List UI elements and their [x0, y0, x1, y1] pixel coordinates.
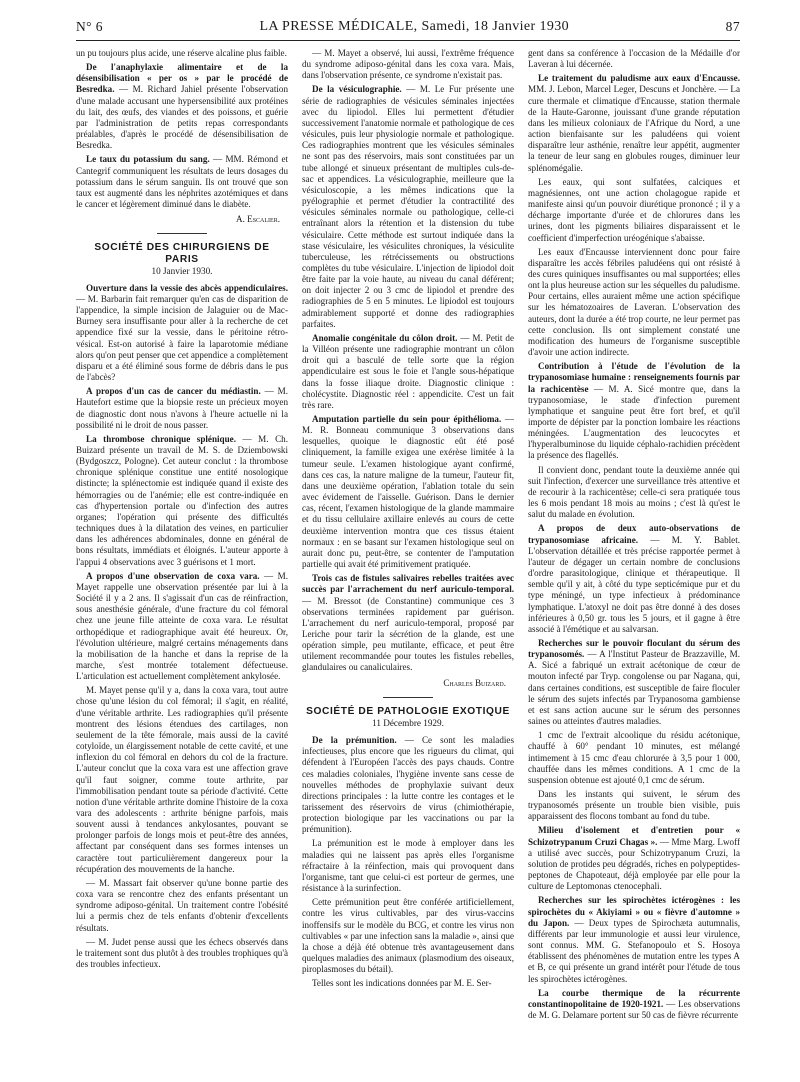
section-date: 10 Janvier 1930. [151, 265, 213, 276]
article-body: — M. Barbarin fait remarquer qu'en cas de disparition de l'appendice, la simple incision de Jalaguier ou de Mac-Burney sera insuffisante pour aller à la recherche de cet appendice fixé sur la vessie, dans le péritoine rétro-vésical. Est-on autorisé à faire la laparotomie médiane alors qu'on peut penser que cet appendice a complètement disparu et a été éliminé sous forme de débris dans le pus de l'abcès? [76, 293, 288, 383]
paragraph [528, 523, 740, 635]
article-body: — M. A. Sicé montre que, dans la trypanosomiase, le stade d'infection purement lymphatique et sanguine peut être fort bref, et qu'il importe de dépister par la ponction lombaire les réactions méningées. L'augmentation des leucocytes et l'hyperalbuminose du liquide céphalo-rachidien précèdent la présence des flagellés. [528, 383, 740, 461]
article-body: — M. Mayet rappelle une observation présentée par lui à la Société il y a 2 ans. Il s'agissait d'un cas de réinfraction, sous anesthésie générale, d'une fracture du col fémoral chez une jeune fille atteinte de coxa vara. Le résultat orthopédique et radiographique avait été heureux. Or, l'évolution ultérieure, malgré certains ménagements dans la mobilisation de la hanche et dans la reprise de la marche, s'est montrée totalement défectueuse. L'articulation est actuellement complètement ankylosée. [76, 570, 288, 682]
article-body: — M. Bressot (de Constantine) communique ces 3 observations terminées rapidement par guérison. L'arrachement du nerf auriculo-temporal, proposé par Leriche pour tarir la sécrétion de la glande, est une opération simple, peu mutilante, efficace, et peut être utilement recommandée pour toutes les fistules rebelles, glandulaires ou canaliculaires. [302, 595, 514, 673]
section-divider [157, 233, 207, 234]
paragraph [76, 154, 288, 210]
section-title: SOCIÉTÉ DE PATHOLOGIE EXOTIQUE [306, 705, 510, 717]
paragraph: Il convient donc, pendant toute la deuxième année qui suit l'infection, d'exercer une surveillance très attentive et de recourir à la rachicentèse; celle-ci sera pratiquée tous les 6 mois pendant 18 mois au moins ; c'est là qu'est le salut du malade en évolution. [528, 464, 740, 520]
paragraph [528, 988, 740, 1021]
paragraph [302, 333, 514, 411]
article-heading: La thrombose chronique splénique. [86, 433, 236, 444]
paragraph [76, 571, 288, 683]
paragraph [76, 386, 288, 431]
paragraph [528, 638, 740, 727]
column-3 [528, 48, 740, 1078]
paragraph: Les eaux d'Encausse interviennent donc pour faire disparaître les accès fébriles paludéens qui ont résisté à des cures quiniques insuffisantes ou mal supportées; elles ont la plus heureuse action sur les séquelles du paludisme. Pour certains, elles auraient même une action spécifique sur les hématozoaires de Laveran. L'observation des auteurs, dont la durée a été trop courte, ne leur permet pas cette conclusion. Ils ont simplement constaté une modification des humeurs de l'organisme susceptible d'avoir une action indirecte. [528, 246, 740, 358]
article-body: — M. Hautefort estime que la biopsie reste un précieux moyen de diagnostic dont nous n'avons à l'heure actuelle ni la possibilité ni le droit de nous passer. [76, 386, 288, 430]
running-title: LA PRESSE MÉDICALE, Samedi, 18 Janvier 1930 [259, 19, 570, 34]
article-heading: Recherches sur le pouvoir floculant du sérum des trypanosomés. [528, 637, 740, 660]
article-heading: Le traitement du paludisme aux eaux d'Encausse. [538, 73, 740, 84]
paragraph: Dans les instants qui suivent, le sérum des trypanosomés présente un trouble bien visible, puis apparaissent des flocons tombant au fond du tube. [528, 789, 740, 822]
paragraph [302, 735, 514, 835]
article-body: — A l'Institut Pasteur de Brazzaville, M. A. Sicé a fabriqué un extrait acétonique de cœur de mouton infecté par Tryp. congolense ou par Nagana, qui, dans certaines conditions, est susceptible de faire floculer le sérum des sujets infectés par Trypanosoma gambiense et est sans action aucune sur le sérum des personnes saines ou atteintes d'autres maladies. [528, 649, 740, 727]
paragraph [76, 62, 288, 151]
section-divider [383, 697, 433, 698]
article-heading: La courbe thermique de la récurrente constantinopolitaine de 1920-1921. [528, 987, 740, 1009]
signature: A. Escalier. [236, 214, 280, 225]
paragraph: — M. Judet pense aussi que les échecs observés dans le traitement sont dus plutôt à des troubles trophiques qu'à des troubles infectieux. [76, 936, 288, 970]
article-body: MM. J. Lebon, Marcel Leger, Descuns et Jonchère. — La cure thermale et climatique d'Encausse, station thermale de la Haute-Garonne, jouissant d'une grande réputation dans les milieux coloniaux de l'Afrique du Nord, a une action bienfaisante sur les paludéens qui voient disparaître leur asthénie, renaître leur appétit, augmenter la teneur de leur sang en globules rouges, diminuer leur splénomégalie. [528, 84, 740, 173]
article-body: — M. Richard Jahiel présente l'observation d'une malade accusant une hypersensibilité aux protéines du lait, des œufs, des viandes et des poissons, et guérie par l'administration de petits repas correspondants préalables, d'après le procédé de désensibilisation de Besredka. [76, 84, 288, 151]
article-heading: A propos d'un cas de cancer du médiastin. [86, 386, 261, 397]
article-body: — Les observations de M. G. Delamare portent sur 50 cas de fièvre récurrente [528, 998, 740, 1020]
article-heading: A propos d'une observation de coxa vara. [86, 570, 260, 581]
paragraph [76, 434, 288, 568]
article-heading: De la prémunition. [312, 735, 397, 746]
paragraph [302, 414, 514, 570]
article-body: — Deux types de Spirochæta autumnalis, différents par leur immunologie et aussi leur virulence, sont connus. MM. G. Stefanopoulo et S. Hosoya établissent des phénomènes de mutation entre les types A et B, ce qui présente un grand intérêt pour l'étude de tous les spirochètes ictérogènes. [528, 917, 740, 984]
article-body: — Mme Marg. Lwoff a utilisé avec succès, pour Schizotrypanum Cruzi, la solution de protides peu dégradés, riches en polypeptides-peptones de Chapoteaut, déjà employée par elle pour la culture de Leptomonas ctenocephali. [528, 836, 740, 892]
signature: Charles Buizard. [443, 677, 506, 688]
page-number: 87 [725, 19, 740, 34]
column-2 [302, 48, 514, 1078]
paragraph: — M. Mayet a observé, lui aussi, l'extrême fréquence du syndrome adiposo-génital dans les coxa vara. Mais, dans l'observation présente, ce syndrome n'existait pas. [302, 48, 514, 81]
section-date: 11 Décembre 1929. [372, 717, 444, 728]
paragraph: Cette prémunition peut être conférée artificiellement, contre les virus cultivables, par des virus-vaccins inoffensifs sur le modèle du BCG, et contre les virus non cultivables « par une infection sans la maladie », ainsi que la chose a déjà été obtenue très avantageusement dans quelques maladies des animaux (plasmodium des oiseaux, piroplasmoses du bétail). [302, 897, 514, 975]
article-heading: Le taux du potassium du sang. [86, 154, 210, 165]
article-heading: Anomalie congénitale du côlon droit. [312, 332, 458, 343]
paragraph [302, 573, 514, 673]
paragraph [528, 361, 740, 461]
article-body: — M. Le Fur présente une série de radiographies de vésicules séminales injectées avec du lipiodol. Elles lui permettent d'étudier successivement l'anatomie normale et pathologique de ces vésicules, puis leur physiologie normale et pathologique. Ces radiographies montrent que les vésicules séminales ne sont pas des réservoirs, mais sont constituées par un tube allongé et sinueux présentant de multiples culs-de-sac et appendices. La vésiculographie, meilleure que la vésiculoscopie, a les mêmes indications que la pyélographie et permet d'étudier la contractilité des vésicules séminales normale ou pathologique, celle-ci entraînant alors la rétention et la distension du tube vésiculaire. Cette méthode est surtout indiquée dans la stase vésiculaire, les vésiculites chroniques, la vésiculite tuberculeuse, les rétrécissements ou obstructions complètes du tube vésiculaire. L'injection de lipiodol doit être faite par la voie haute, au niveau du canal déférent; on doit injecter 2 ou 3 cmc de lipiodol et prendre des radiographies de 5 en 5 minutes. Le lipiodol est toujours admirablement supporté et donne des radiographies parfaites. [302, 84, 514, 329]
article-body: — M. Petit de la Villéon présente une radiographie montrant un côlon droit qui a basculé de telle sorte que la région appendiculaire est sous le foie et l'angle sous-hépatique dans la fosse iliaque droite. Diagnostic clinique : cholécystite. Diagnostic réel : appendicite. C'est un fait très rare. [302, 332, 514, 410]
page-header [76, 14, 740, 41]
article-heading: Amputation partielle du sein pour épithélioma. [312, 414, 502, 424]
section-title: SOCIÉTÉ DES CHIRURGIENS DE PARIS [94, 242, 270, 265]
paragraph: La prémunition est le mode à employer dans les maladies qui ne laissent pas après elles l'organisme réfractaire à la réinfection, mais qui provoquent dans l'organisme, tant que celui-ci est porteur de germes, une résistance à la surinfection. [302, 838, 514, 894]
paragraph: 1 cmc de l'extrait alcoolique du résidu acétonique, chauffé à 60° pendant 10 minutes, est mélangé intimement à 15 cmc d'eau chlorurée à 3,5 pour 1 000, chauffée dans les mêmes conditions. A 1 cmc de la suspension obtenue est ajouté 0,1 cmc de sérum. [528, 730, 740, 785]
paragraph [528, 825, 740, 892]
article-heading: Recherches sur les spirochètes ictérogènes : les spirochètes du « Akiyiami » ou « fièvre d'automne » du Japon. [528, 895, 740, 928]
article-body: — M. Y. Bablet. L'observation détaillée et très précise rapportée permet à l'auteur de dégager un certain nombre de conclusions d'ordre parasitologique, clinique et thérapeutique. Il semble qu'il y ait, à côté du type septicémique pur et du type méningé, un type infectieux à prédominance lymphatique. L'atoxyl ne doit pas être donné à des doses inférieures à 0,50 gr. tous les 5 jours, et il gagne à être associé à l'émétique et au salvarsan. [528, 534, 740, 634]
article-heading: De l'anaphylaxie alimentaire et de la désensibilisation « per os » par le procédé de Besredka. [76, 62, 288, 95]
paragraph: — M. Massart fait observer qu'une bonne partie des coxa vara se rencontre chez des enfants présentant un syndrome adiposo-génital. Un traitement contre l'obésité lui a permis chez de tels enfants d'obtenir d'excellents résultats. [76, 877, 288, 933]
article-heading: Trois cas de fistules salivaires rebelles traitées avec succès par l'arrachement du nerf auriculo-temporal. [302, 573, 514, 595]
article-columns [76, 48, 740, 1078]
article-heading: A propos de deux auto-observations de trypanosomiase africaine. [528, 523, 740, 545]
paragraph: un pu toujours plus acide, une réserve alcaline plus faible. [76, 48, 287, 58]
article-body: — Ce sont les maladies infectieuses, plus encore que les rigueurs du climat, qui défendent à l'Européen l'accès des pays chauds. Contre ces maladies coloniales, l'hygiène invente sans cesse de nouvelles méthodes de prophylaxie suivant deux directions principales : la lutte contre les contages et le tarissement des réservoirs de virus (chimiothérapie, protection biologique par les vaccinations ou par la prémunition). [302, 735, 514, 835]
article-body: — M. Ch. Buizard présente un travail de M. S. de Dziembowski (Bydgoszcz, Pologne). Cet auteur conclut : la thrombose chronique splénique constitue une entité nosologique distincte; la splénectomie est indiquée quand il existe des hémorragies ou de l'anémie; elle est contre-indiquée en cas d'hypertension portale ou d'infection des autres organes; l'opération qui présente des difficultés techniques dues à la dilatation des veines, en particulier dans les adhérences abdominales, donne en général de bons résultats, immédiats et éloignés. L'auteur apporte à l'appui 4 observations avec 3 guérisons et 1 mort. [76, 433, 288, 567]
paragraph [528, 73, 740, 173]
paragraph: Telles sont les indications données par M. E. Ser- [312, 978, 492, 989]
article-body: — M. R. Bonneau communique 3 observations dans lesquelles, quoique le diagnostic eût été posé cliniquement, la famille exigea une exérèse limitée à la tumeur seule. L'examen histologique ayant confirmé, dans ces cas, la nature maligne de la tumeur, l'auteur fit, dans une deuxième opération, l'ablation totale du sein avec évidement de l'aisselle. Guérison. Dans le dernier cas, récent, l'examen histologique de la glande mammaire et du tissu cellulaire axillaire enlevés au cours de cette deuxième intervention montra que ces tissus étaient normaux : en se basant sur l'examen histologique seul on aurait donc pu, peut-être, se contenter de l'amputation partielle qui avait été primitivement pratiquée. [302, 414, 514, 570]
article-heading: Milieu d'isolement et d'entretien pour « Schizotrypanum Cruzi Chagas ». [528, 825, 740, 847]
issue-number: N° 6 [76, 19, 103, 34]
column-1 [76, 48, 288, 1078]
paragraph: M. Mayet pense qu'il y a, dans la coxa vara, tout autre chose qu'une lésion du col fémoral; il s'agit, en réalité, d'une véritable arthrite. Les radiographies qu'il présente montrent des lésions étendues des cartilages, non seulement de la tête fémorale, mais aussi de la cavité cotyloïde, un élargissement notable de cette cavité, et une inflexion du col fémoral en dehors du col de la fracture. L'auteur conclut que la coxa vara est une affection grave qu'il faut soigner, comme toute arthrite, par l'immobilisation pendant toute sa période d'activité. Cette notion d'une véritable arthrite domine l'histoire de la coxa vara des adolescents : arthrite bénigne parfois, mais souvent aussi à tendances ankylosantes, pouvant se prolonger parfois de longs mois et peut-être des années, affectant par conséquent dans ses formes intenses un caractère tout particulièrement dangereux pour la récupération des mouvements de la hanche. [76, 685, 288, 874]
article-heading: Contribution à l'étude de l'évolution de la trypanosomiase humaine : renseignements fournis par la rachicentèse [528, 361, 740, 394]
paragraph [302, 84, 514, 329]
paragraph [528, 895, 740, 984]
article-heading: De la vésiculographie. [312, 84, 402, 95]
article-heading: Ouverture dans la vessie des abcès appendiculaires. [86, 282, 288, 293]
paragraph [76, 283, 288, 383]
paragraph: gent dans sa conférence à l'occasion de la Médaille d'or Laveran à lui décernée. [528, 48, 740, 70]
paragraph: Les eaux, qui sont sulfatées, calciques et magnésiennes, ont une action cholagogue rapide et manifeste ainsi qu'un pouvoir diurétique prononcé ; il y a décharge importante d'urée et de chlorures dans les urines, dont les pigments biliaires disparaissent et le coefficient d'imperfection uréogénique s'abaisse. [528, 176, 740, 243]
article-body: — MM. Rémond et Cantegrif communiquent les résultats de leurs dosages du potassium dans le sérum sanguin. Ils ont trouvé que son taux est augmenté dans les néphrites azotémiques et dans le cancer et légèrement diminué dans le diabète. [76, 154, 288, 210]
